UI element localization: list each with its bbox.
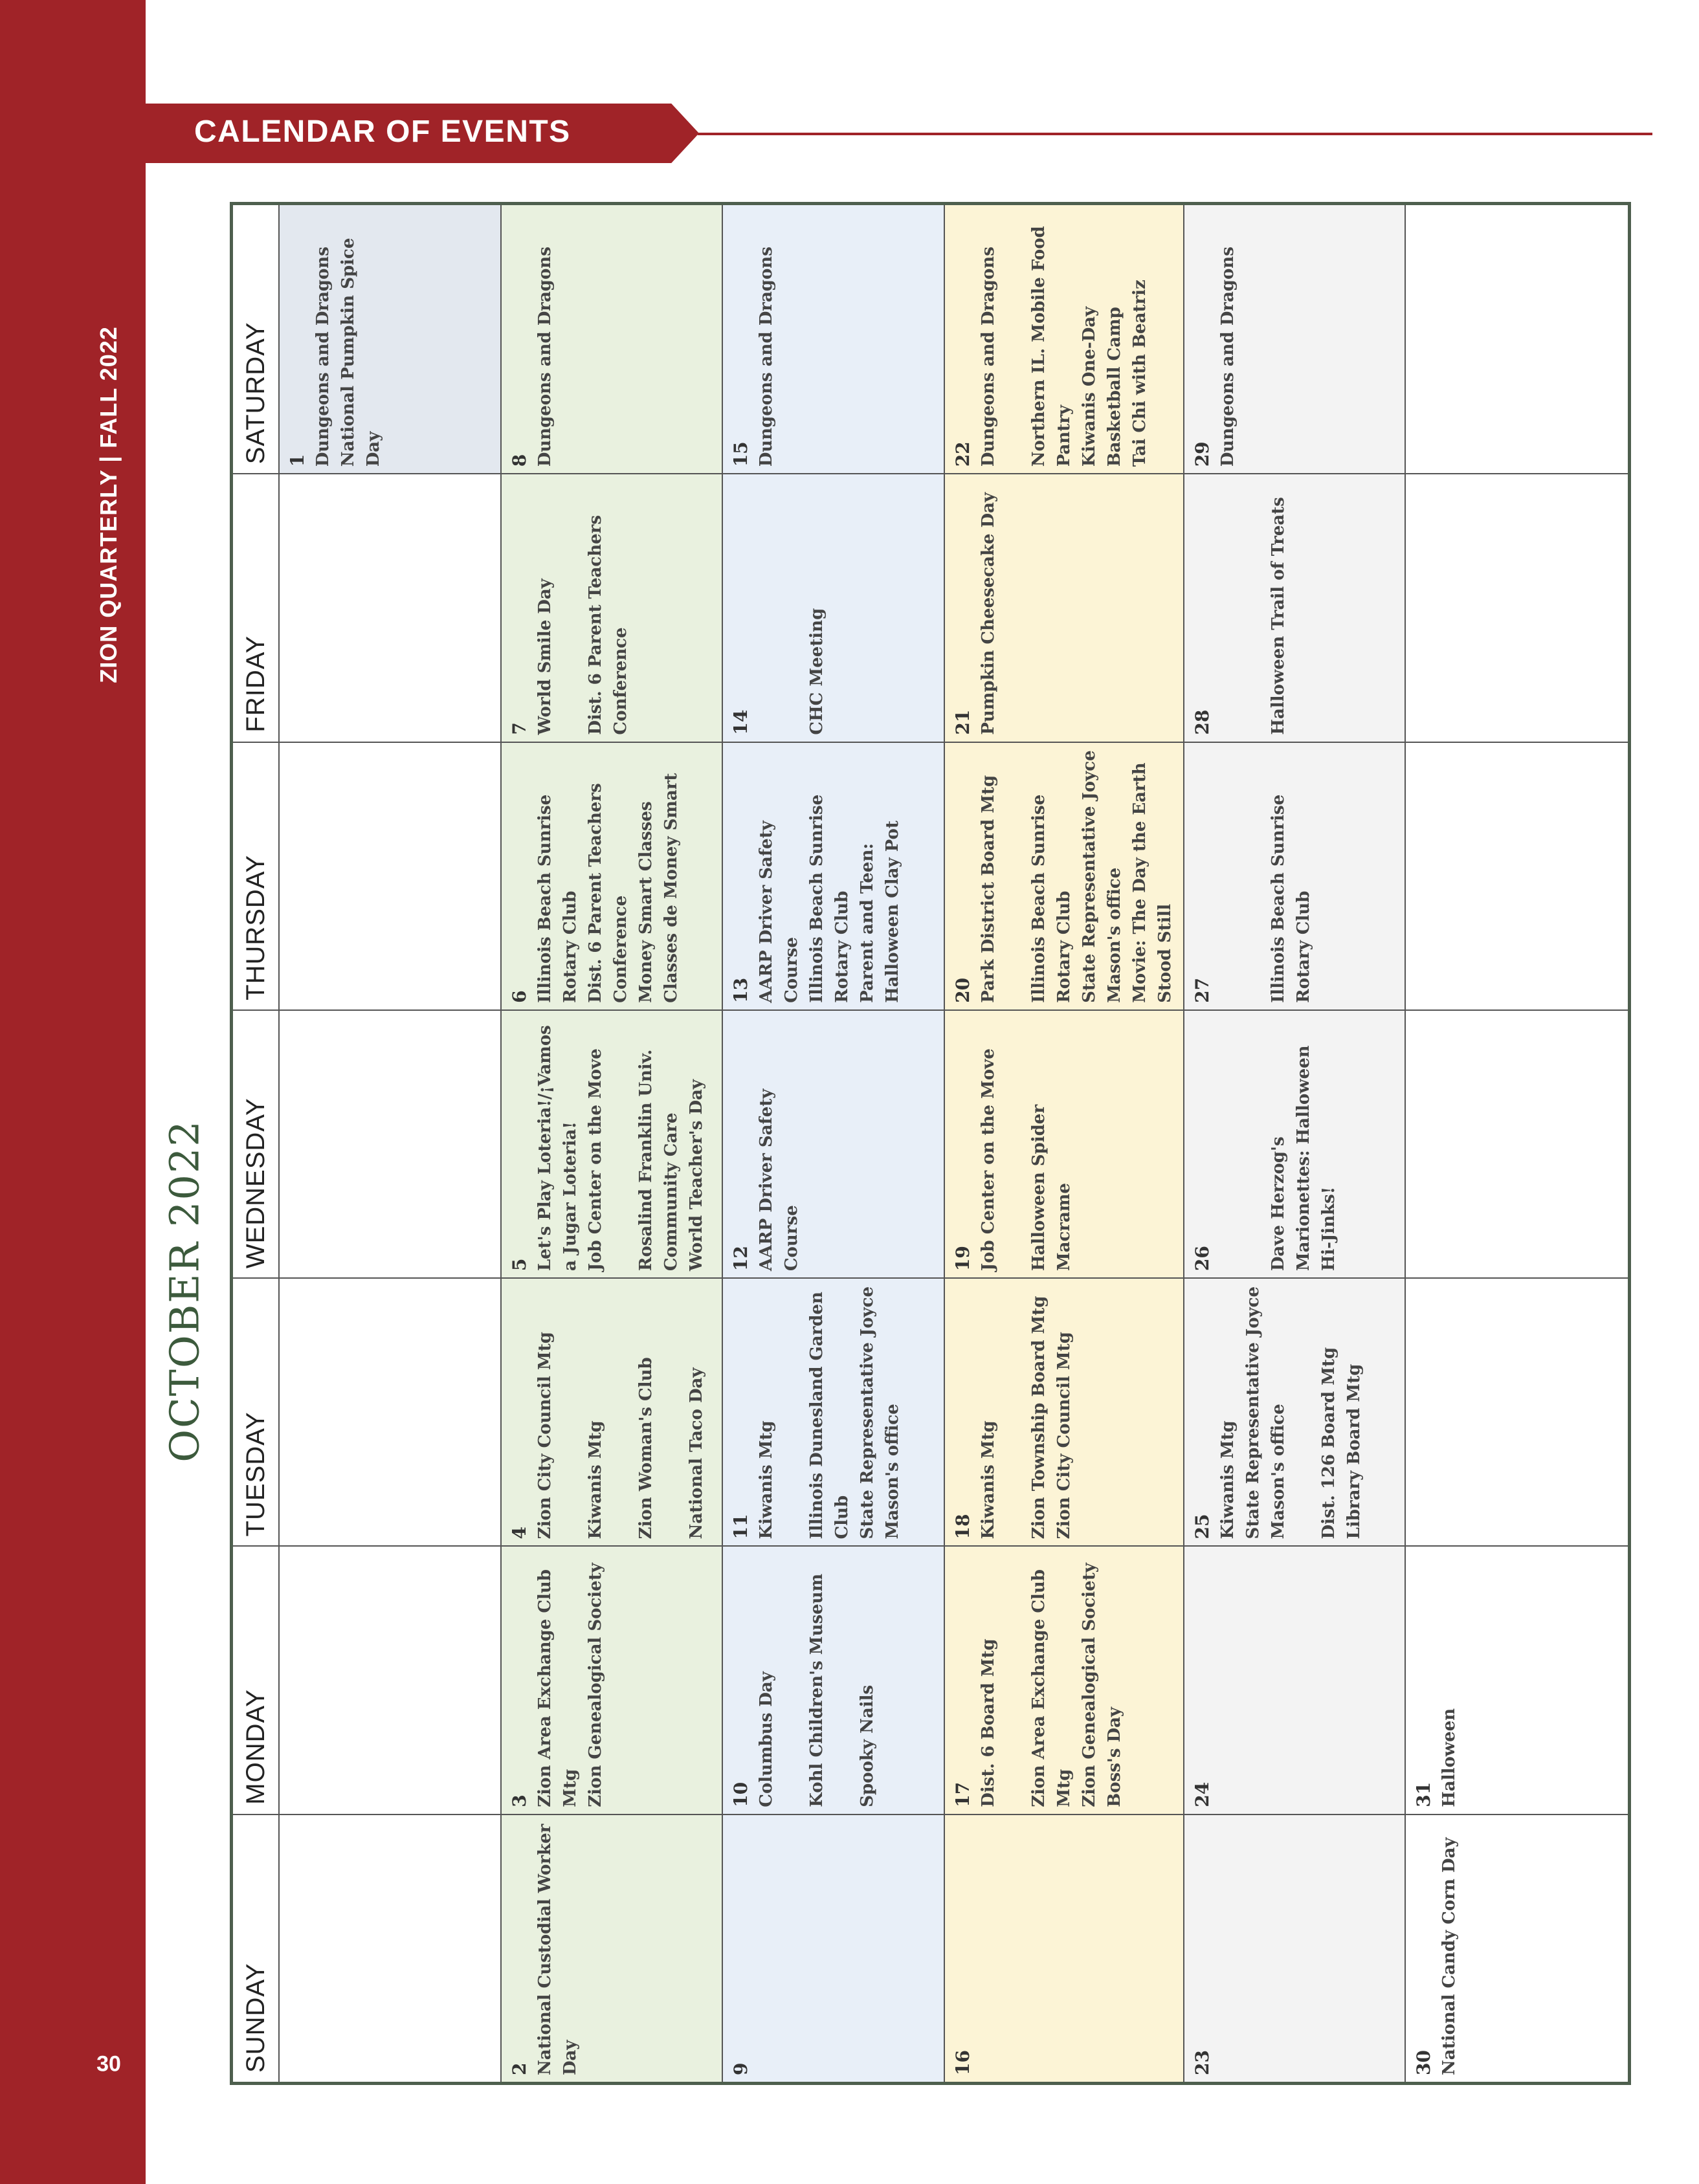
calendar-day-25 xyxy=(1184,1277,1406,1545)
calendar-day-3 xyxy=(502,1545,724,1813)
day-header-thursday: THURSDAY xyxy=(233,742,280,1009)
day-number: 29 xyxy=(1191,441,1213,467)
calendar-event: Zion Genealogical Society xyxy=(585,1563,605,1807)
publication-label: ZION QUARTERLY | FALL 2022 xyxy=(95,326,122,683)
banner-rule xyxy=(698,133,1652,135)
day-header-tuesday: TUESDAY xyxy=(233,1277,280,1545)
calendar-day-16 xyxy=(945,1814,1184,2082)
calendar-day-12 xyxy=(723,1009,945,1277)
day-header-wednesday: WEDNESDAY xyxy=(233,1009,280,1277)
calendar-day-17 xyxy=(945,1545,1184,1813)
calendar-event: Zion City Council Mtg xyxy=(1054,1332,1074,1539)
calendar-event: Dungeons and Dragons xyxy=(535,247,555,467)
calendar-grid xyxy=(230,202,1631,2085)
calendar-event xyxy=(1001,212,1027,467)
calendar-event: State Representative Joyce Mason's office xyxy=(858,1286,903,1539)
calendar-event: Pumpkin Cheesecake Day xyxy=(978,492,998,735)
calendar-day-20 xyxy=(945,742,1184,1009)
calendar-event: Zion Genealogical Society xyxy=(1079,1563,1099,1807)
calendar-event: Zion Area Exchange Club Mtg xyxy=(1028,1569,1074,1807)
calendar-event: National Custodial Worker Day xyxy=(535,1824,580,2075)
calendar-event: World Teacher's Day xyxy=(686,1079,706,1272)
calendar-event: Halloween Spider Macrame xyxy=(1028,1104,1074,1272)
calendar-day-10 xyxy=(723,1545,945,1813)
calendar-event: Illinois Beach Sunrise Rotary Club xyxy=(1268,794,1313,1003)
calendar-event xyxy=(1001,1017,1027,1271)
calendar-event: State Representative Joyce Mason's office xyxy=(1079,750,1124,1003)
calendar-event: CHC Meeting xyxy=(807,608,827,735)
calendar-day-24 xyxy=(1184,1545,1406,1813)
calendar-event: Kiwanis One-Day Basketball Camp xyxy=(1079,306,1124,467)
calendar-event xyxy=(608,1285,634,1539)
day-number: 10 xyxy=(730,1781,752,1807)
day-header-saturday: SATURDAY xyxy=(233,205,280,473)
calendar-event: Halloween xyxy=(1439,1708,1460,1807)
calendar-event: Dungeons and Dragons xyxy=(978,247,998,467)
calendar-empty-cell xyxy=(1406,473,1628,741)
calendar-day-19 xyxy=(945,1009,1184,1277)
calendar-event: Job Center on the Move xyxy=(585,1048,605,1272)
day-number: 4 xyxy=(508,1526,530,1539)
calendar-event xyxy=(558,1285,583,1539)
calendar-day-1 xyxy=(280,205,502,473)
calendar-event xyxy=(779,1285,805,1539)
calendar-event: National Pumpkin Spice Day xyxy=(339,237,383,467)
day-number: 19 xyxy=(951,1246,973,1272)
day-number: 3 xyxy=(508,1794,530,1807)
calendar-event: Dist. 6 Parent Teachers Conference xyxy=(585,514,630,735)
calendar-event xyxy=(1216,481,1241,734)
calendar-event: World Smile Day xyxy=(535,579,555,735)
calendar-event: Zion Area Exchange Club Mtg xyxy=(535,1569,580,1807)
day-number: 31 xyxy=(1413,1781,1435,1807)
day-number: 8 xyxy=(508,454,530,467)
calendar-event: Job Center on the Move xyxy=(978,1048,998,1272)
calendar-day-26 xyxy=(1184,1009,1406,1277)
calendar-event: Classes de Money Smart xyxy=(661,773,681,1003)
calendar-event: National Taco Day xyxy=(686,1367,706,1539)
calendar-event: Columbus Day xyxy=(757,1671,777,1807)
calendar-event: Library Board Mtg xyxy=(1344,1363,1364,1539)
calendar-empty-cell xyxy=(1406,1009,1628,1277)
calendar-event xyxy=(1001,1553,1027,1807)
calendar-event: Dungeons and Dragons xyxy=(313,247,333,467)
calendar-event xyxy=(1291,1285,1316,1539)
calendar-empty-cell xyxy=(280,1545,502,1813)
calendar-event: AARP Driver Safety Course xyxy=(757,821,802,1003)
calendar-empty-cell xyxy=(280,742,502,1009)
day-number: 1 xyxy=(287,454,308,467)
calendar-event xyxy=(558,481,583,734)
calendar-event: Zion Township Board Mtg xyxy=(1028,1296,1049,1539)
day-number: 30 xyxy=(1413,2050,1435,2075)
day-number: 18 xyxy=(951,1514,973,1539)
calendar-event: Halloween Trail of Treats xyxy=(1268,497,1288,735)
day-number: 22 xyxy=(951,441,973,467)
day-header-sunday: SUNDAY xyxy=(233,1814,280,2082)
calendar-day-13 xyxy=(723,742,945,1009)
calendar-event: Dist. 6 Parent Teachers Conference xyxy=(585,783,630,1003)
calendar-event xyxy=(754,481,779,734)
calendar-event: Money Smart Classes xyxy=(636,801,656,1003)
calendar-event xyxy=(608,1017,634,1271)
calendar-event xyxy=(1241,481,1266,734)
section-title: CALENDAR OF EVENTS xyxy=(194,115,571,149)
day-number: 15 xyxy=(730,441,752,467)
calendar-event: Movie: The Day the Earth Stood Still xyxy=(1129,762,1175,1003)
calendar-event xyxy=(1216,1017,1241,1271)
calendar-event xyxy=(830,1553,855,1807)
calendar-event: Tai Chi with Beatriz xyxy=(1129,280,1149,467)
page-number: 30 xyxy=(96,2051,121,2077)
calendar-title: OCTOBER 2022 xyxy=(161,1120,208,1462)
calendar-event: National Candy Corn Day xyxy=(1439,1837,1460,2075)
day-header-friday: FRIDAY xyxy=(233,473,280,741)
calendar-event: Kiwanis Mtg xyxy=(1217,1420,1238,1539)
calendar-day-30 xyxy=(1406,1814,1628,2082)
calendar-day-21 xyxy=(945,473,1184,741)
calendar-empty-cell xyxy=(280,1009,502,1277)
day-number: 24 xyxy=(1191,1781,1213,1807)
day-number: 21 xyxy=(951,709,973,735)
day-number: 9 xyxy=(730,2062,752,2075)
calendar-event: Kiwanis Mtg xyxy=(978,1420,998,1539)
day-number: 11 xyxy=(730,1514,752,1539)
day-number: 12 xyxy=(730,1246,752,1272)
calendar-event: Kiwanis Mtg xyxy=(585,1420,605,1539)
calendar-event: Dungeons and Dragons xyxy=(1217,247,1238,467)
calendar-day-31 xyxy=(1406,1545,1628,1813)
calendar-day-7 xyxy=(502,473,724,741)
calendar-event: AARP Driver Safety Course xyxy=(757,1088,802,1272)
calendar-event: Illinois Beach Sunrise Rotary Club xyxy=(535,794,580,1003)
day-header-monday: MONDAY xyxy=(233,1545,280,1813)
calendar-event: Kiwanis Mtg xyxy=(757,1420,777,1539)
calendar-event: Spooky Nails xyxy=(858,1684,878,1807)
calendar-event xyxy=(1001,1285,1027,1539)
day-number: 28 xyxy=(1191,709,1213,735)
calendar-event: Illinois Beach Sunrise Rotary Club xyxy=(807,794,852,1003)
calendar-event: Rosalind Franklin Univ. Community Care xyxy=(636,1049,681,1272)
calendar-event: Dist. 126 Board Mtg xyxy=(1318,1347,1338,1539)
calendar-event xyxy=(659,1285,684,1539)
calendar-event: Dist. 6 Board Mtg xyxy=(978,1638,998,1807)
day-number: 14 xyxy=(730,709,752,735)
calendar-event: Illinois Dunesland Garden Club xyxy=(807,1292,852,1539)
calendar-event xyxy=(1241,749,1266,1003)
calendar-empty-cell xyxy=(1406,205,1628,473)
calendar-day-9 xyxy=(723,1814,945,2082)
day-number: 25 xyxy=(1191,1514,1213,1539)
calendar-event: Zion Woman's Club xyxy=(636,1357,656,1539)
day-number: 16 xyxy=(951,2050,973,2075)
sidebar xyxy=(0,0,146,2184)
calendar-event: Kohl Children's Museum xyxy=(807,1573,827,1807)
calendar-empty-cell xyxy=(1406,742,1628,1009)
calendar-day-5 xyxy=(502,1009,724,1277)
calendar-empty-cell xyxy=(280,1814,502,2082)
calendar-event xyxy=(1001,749,1027,1003)
calendar-empty-cell xyxy=(280,1277,502,1545)
calendar-day-29 xyxy=(1184,205,1406,473)
calendar-event: Dungeons and Dragons xyxy=(757,247,777,467)
calendar-event xyxy=(1216,749,1241,1003)
calendar-day-6 xyxy=(502,742,724,1009)
calendar-day-8 xyxy=(502,205,724,473)
calendar-empty-cell xyxy=(280,473,502,741)
day-number: 7 xyxy=(508,722,530,735)
calendar-day-27 xyxy=(1184,742,1406,1009)
calendar-day-15 xyxy=(723,205,945,473)
calendar-event: Zion City Council Mtg xyxy=(535,1332,555,1539)
calendar-event xyxy=(1241,1017,1266,1271)
calendar-day-2 xyxy=(502,1814,724,2082)
calendar-event: Northern IL. Mobile Food Pantry xyxy=(1028,226,1074,467)
day-number: 13 xyxy=(730,977,752,1003)
day-number: 20 xyxy=(951,977,973,1003)
day-number: 2 xyxy=(508,2062,530,2075)
calendar-event xyxy=(779,1553,805,1807)
calendar-day-11 xyxy=(723,1277,945,1545)
calendar-event: Parent and Teen: Halloween Clay Pot xyxy=(858,821,903,1003)
calendar-day-23 xyxy=(1184,1814,1406,2082)
day-number: 17 xyxy=(951,1781,973,1807)
calendar-day-14 xyxy=(723,473,945,741)
calendar-day-22 xyxy=(945,205,1184,473)
calendar-event: Let's Play Loteria!/¡Vamos a Jugar Loteria! xyxy=(535,1025,580,1272)
calendar-event: State Representative Joyce Mason's office xyxy=(1243,1286,1288,1539)
calendar-day-4 xyxy=(502,1277,724,1545)
calendar-day-28 xyxy=(1184,473,1406,741)
calendar-event: Park District Board Mtg xyxy=(978,775,998,1003)
day-number: 27 xyxy=(1191,977,1213,1003)
calendar-event: Dave Herzog's Marionettes: Halloween Hi-Jinks! xyxy=(1268,1045,1338,1272)
calendar-event xyxy=(779,481,805,734)
calendar-event: Boss's Day xyxy=(1104,1706,1124,1807)
day-number: 23 xyxy=(1191,2050,1213,2075)
day-number: 6 xyxy=(508,990,530,1003)
day-number: 5 xyxy=(508,1258,530,1272)
calendar-event: Illinois Beach Sunrise Rotary Club xyxy=(1028,794,1074,1003)
day-number: 26 xyxy=(1191,1246,1213,1272)
calendar-empty-cell xyxy=(1406,1277,1628,1545)
calendar-day-18 xyxy=(945,1277,1184,1545)
